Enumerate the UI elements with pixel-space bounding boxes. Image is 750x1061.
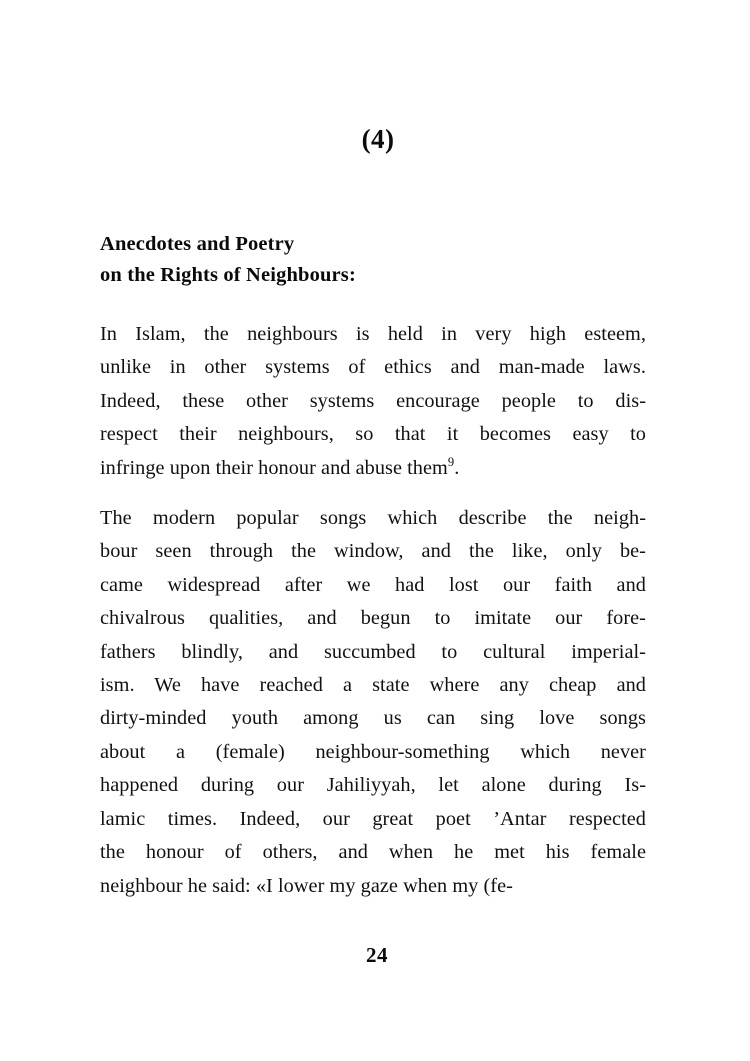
paragraph-1 (100, 318, 646, 485)
text-line (100, 452, 646, 485)
text-line: bour seen through the window, and the like, only be- (100, 540, 646, 563)
text-line-terminator: . (454, 456, 460, 479)
text-line: fathers blindly, and succumbed to cultural imperial- (100, 640, 646, 663)
text-line: about a (female) neighbour-something which never (100, 740, 646, 763)
section-heading-line-2: on the Rights of Neighbours: (100, 264, 356, 286)
text-line: respect their neighbours, so that it becomes easy to (100, 423, 646, 446)
text-line: In Islam, the neighbours is held in very high esteem, (100, 323, 646, 345)
text-line: neighbour he said: «I lower my gaze when my (fe- (100, 874, 513, 897)
footnote-marker[interactable]: 9 (447, 454, 455, 469)
text-line: the honour of others, and when he met his female (100, 841, 646, 864)
text-line-segment: infringe upon their honour and abuse them (100, 456, 448, 479)
text-line: happened during our Jahiliyyah, let alone during Is- (100, 774, 646, 797)
section-heading (100, 229, 660, 291)
text-line: came widespread after we had lost our faith and (100, 573, 646, 596)
text-line: Indeed, these other systems encourage people to dis- (100, 389, 646, 412)
text-line: dirty-minded youth among us can sing love songs (100, 707, 646, 730)
section-heading-line-1: Anecdotes and Poetry (100, 233, 295, 255)
page-number: 24 (366, 943, 388, 967)
text-line: unlike in other systems of ethics and man-made laws. (100, 356, 646, 379)
text-line: lamic times. Indeed, our great poet ’Antar respected (100, 807, 646, 830)
chapter-number: (4) (361, 124, 395, 154)
text-line: ism. We have reached a state where any cheap and (100, 674, 646, 697)
text-line: The modern popular songs which describe the neigh- (100, 507, 646, 530)
body-text-column (100, 318, 646, 903)
text-line: chivalrous qualities, and begun to imitate our fore- (100, 607, 646, 630)
paragraph-2 (100, 502, 646, 903)
